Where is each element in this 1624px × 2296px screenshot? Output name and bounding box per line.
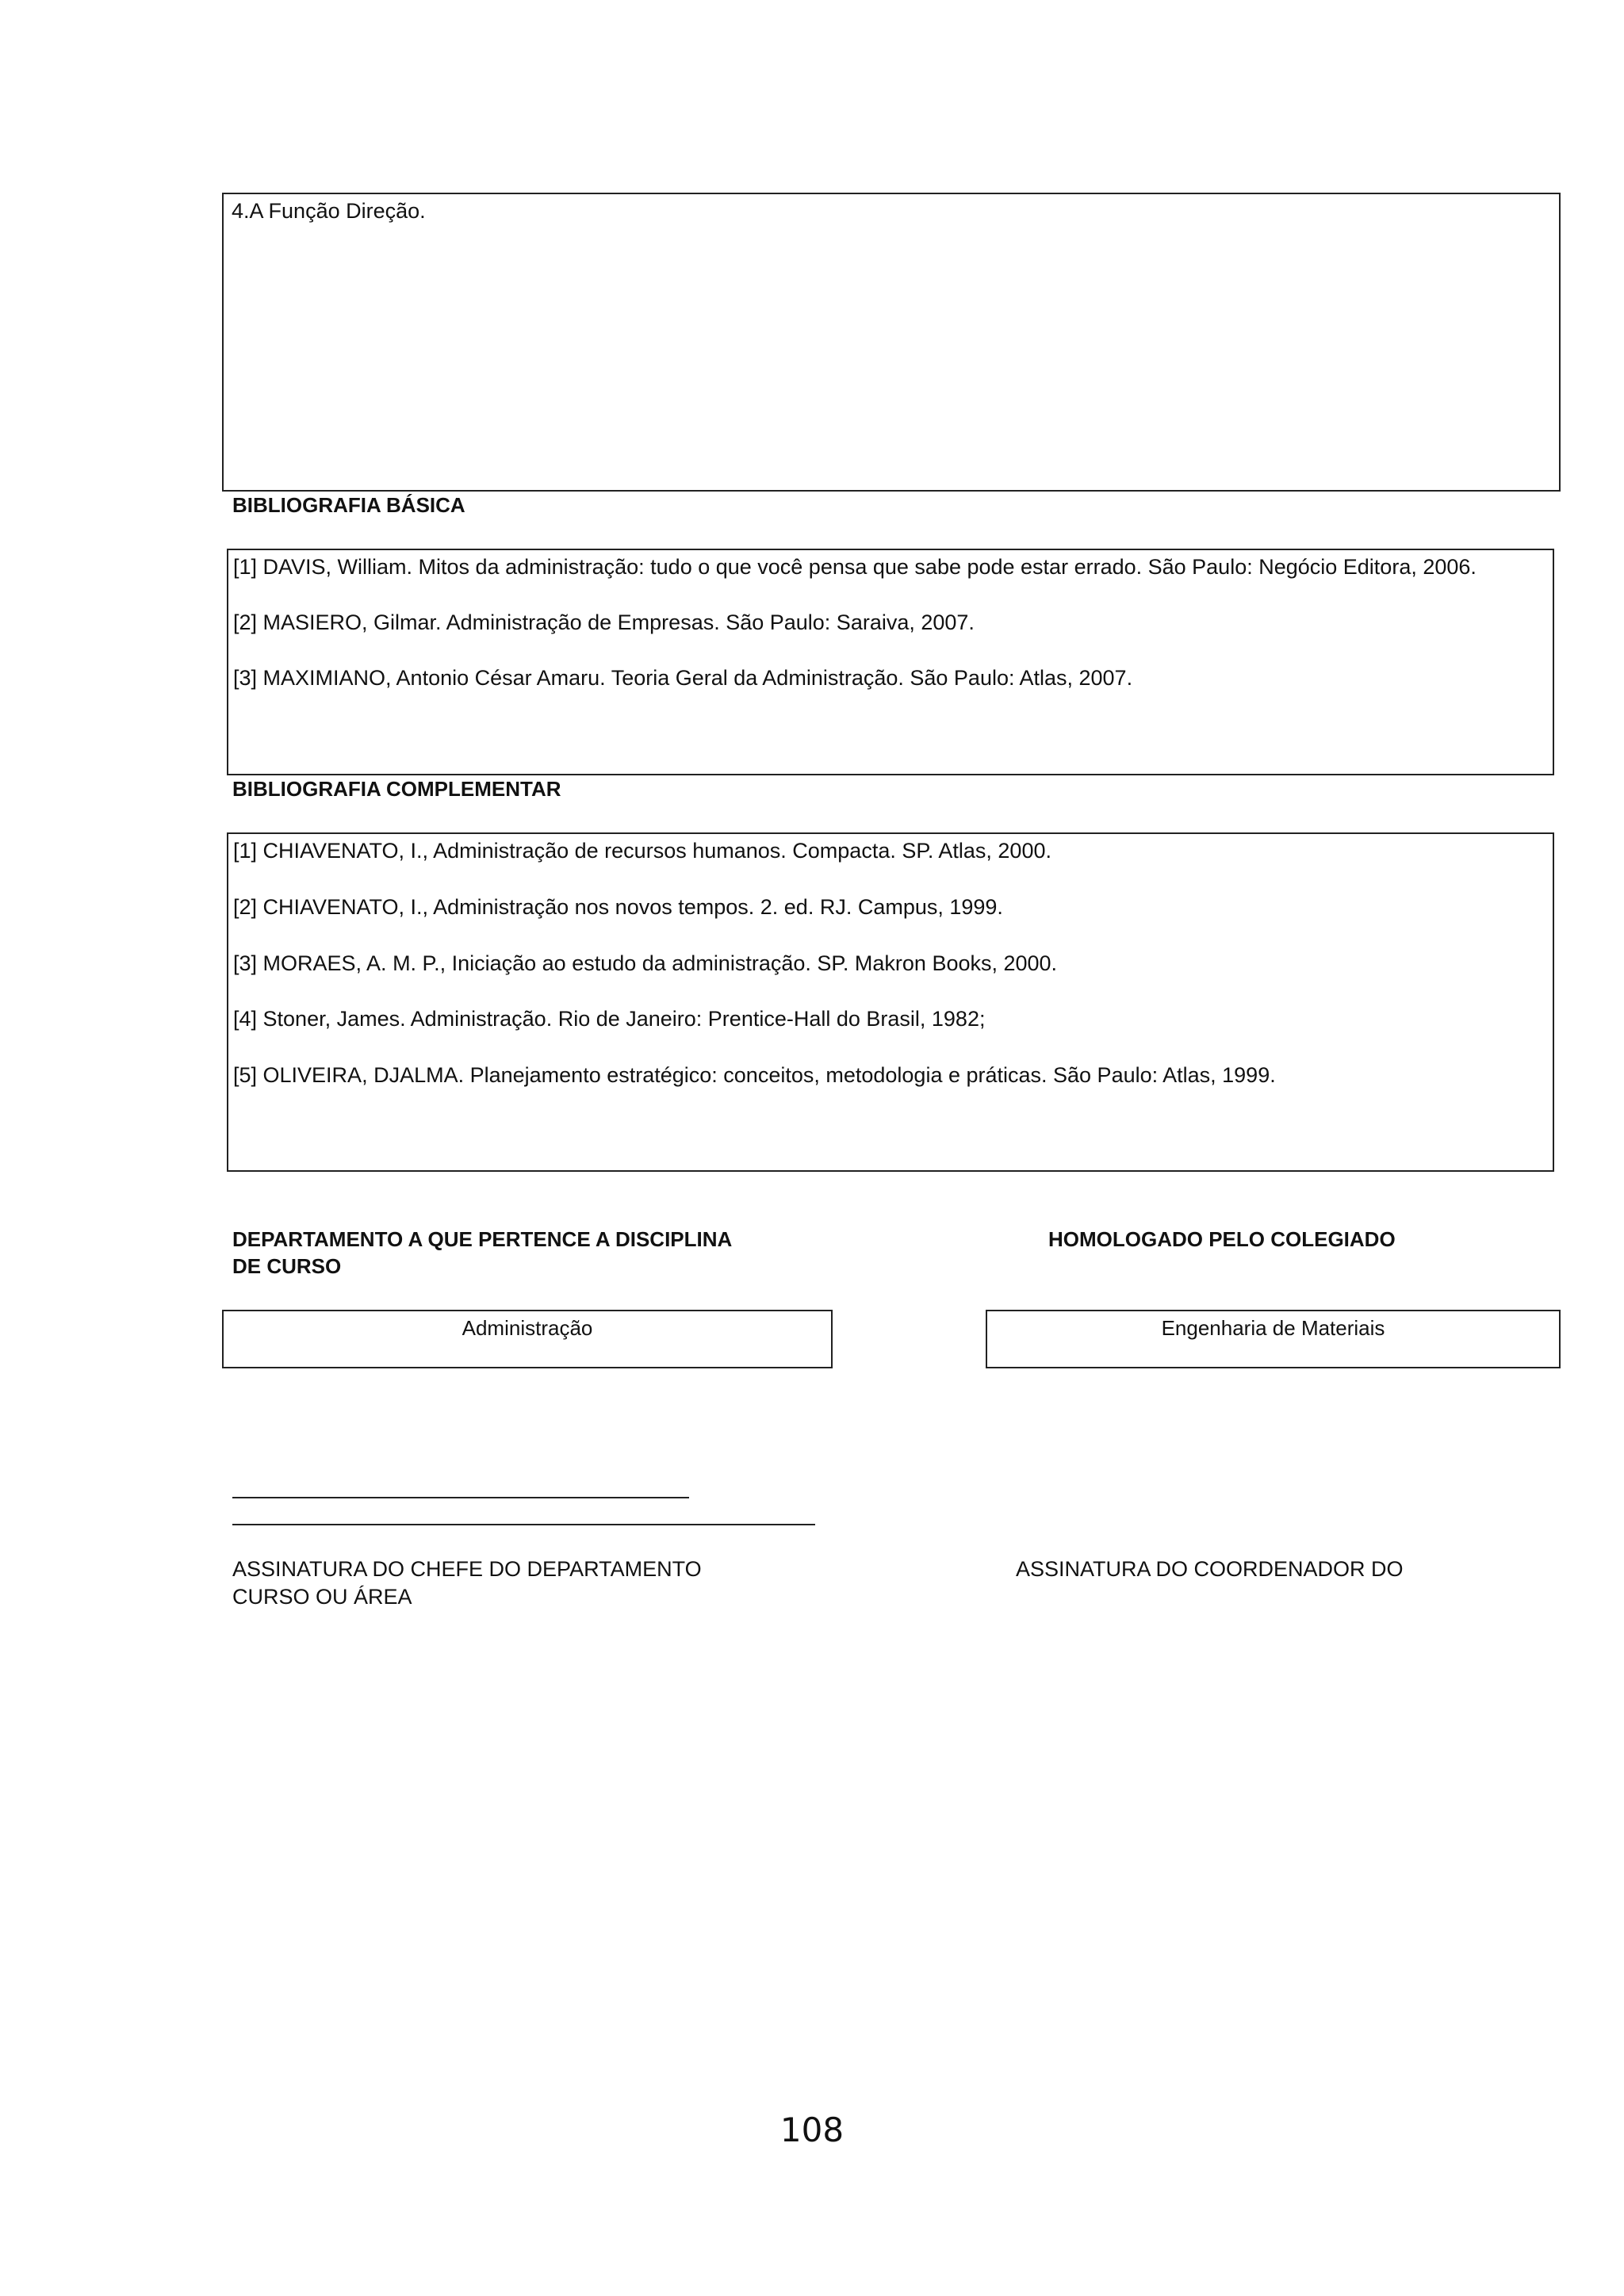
signature-line-coordenador <box>232 1524 815 1525</box>
homologado-value-box <box>986 1310 1561 1368</box>
bibliografia-complementar-heading: BIBLIOGRAFIA COMPLEMENTAR <box>232 777 561 801</box>
departamento-value-box <box>222 1310 833 1368</box>
list-item: [3] MORAES, A. M. P., Iniciação ao estudo da administração. SP. Makron Books, 2000. <box>233 951 1058 975</box>
list-item: [1] DAVIS, William. Mitos da administração: tudo o que você pensa que sabe pode estar errado. São Paulo: Negócio Editora, 2006. <box>233 555 1477 579</box>
signature-line-chefe <box>232 1497 689 1498</box>
assinatura-chefe-line1: ASSINATURA DO CHEFE DO DEPARTAMENTO <box>232 1557 702 1581</box>
bibliografia-basica-heading: BIBLIOGRAFIA BÁSICA <box>232 493 465 517</box>
list-item: [4] Stoner, James. Administração. Rio de Janeiro: Prentice-Hall do Brasil, 1982; <box>233 1007 986 1031</box>
content-box-text: 4.A Função Direção. <box>232 199 426 223</box>
bibliografia-complementar-box <box>227 832 1554 1172</box>
list-item: [3] MAXIMIANO, Antonio César Amaru. Teoria Geral da Administração. São Paulo: Atlas, 2007. <box>233 666 1133 690</box>
list-item: [5] OLIVEIRA, DJALMA. Planejamento estratégico: conceitos, metodologia e práticas. São Paulo: Atlas, 1999. <box>233 1063 1276 1087</box>
assinatura-coordenador: ASSINATURA DO COORDENADOR DO <box>1016 1557 1404 1581</box>
page-number: 108 <box>779 2110 845 2149</box>
list-item: [2] CHIAVENATO, I., Administração nos novos tempos. 2. ed. RJ. Campus, 1999. <box>233 895 1003 919</box>
list-item: [1] CHIAVENATO, I., Administração de recursos humanos. Compacta. SP. Atlas, 2000. <box>233 839 1051 863</box>
bibliografia-basica-box <box>227 549 1554 775</box>
departamento-value: Administração <box>462 1316 593 1340</box>
homologado-value: Engenharia de Materiais <box>1161 1316 1385 1340</box>
departamento-heading-line2: DE CURSO <box>232 1254 342 1278</box>
departamento-heading-line1: DEPARTAMENTO A QUE PERTENCE A DISCIPLINA <box>232 1227 733 1251</box>
list-item: [2] MASIERO, Gilmar. Administração de Empresas. São Paulo: Saraiva, 2007. <box>233 610 975 634</box>
assinatura-chefe-line2: CURSO OU ÁREA <box>232 1585 412 1609</box>
content-box <box>222 193 1561 492</box>
homologado-heading: HOMOLOGADO PELO COLEGIADO <box>1048 1227 1396 1251</box>
